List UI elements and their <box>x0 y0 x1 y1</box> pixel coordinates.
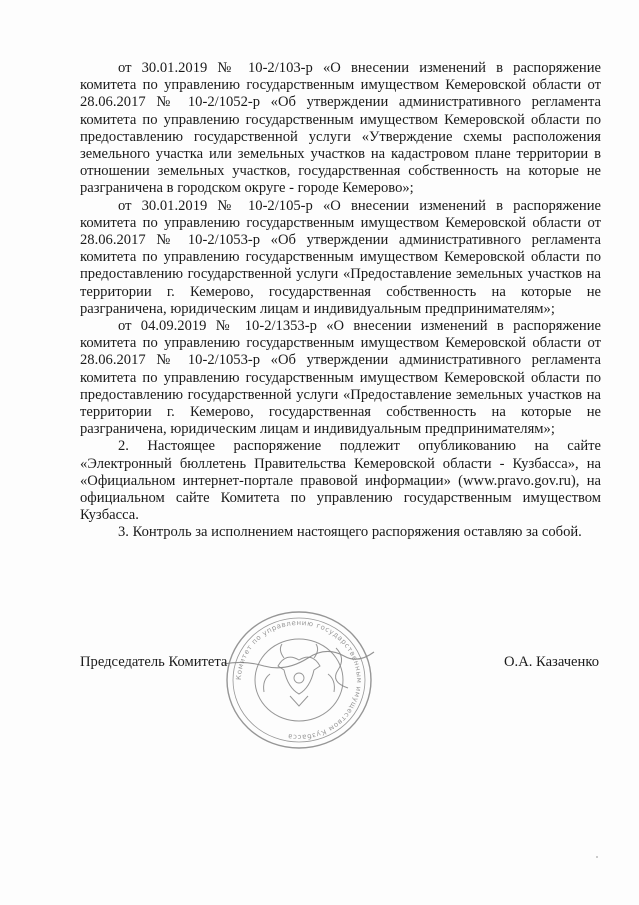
clause-3-control: 3. Контроль за исполнением настоящего распоряжения оставляю за собой. <box>118 524 582 541</box>
scan-speck <box>596 856 598 858</box>
list-item-order-1353: от 04.09.2019 № 10-2/1353-р «О внесении изменений в распоряжение комитета по управлению государственным имуществом Кемеровской области от 28.06.2017 № 10-2/1053-р «Об утверждении административного регламента комитета по управлению государственным имуществом Кемеровской области по предоставлению государственной услуги «Предоставление земельных участков на территории г. Кемерово, государственная собственность на которые не разграничена, юридическим лицам и индивидуальным предпринимателям»; <box>80 318 601 438</box>
list-item-order-103: от 30.01.2019 № 10-2/103-р «О внесении изменений в распоряжение комитета по управлению государственным имуществом Кемеровской области от 28.06.2017 № 10-2/1052-р «Об утверждении административного регламента комитета по управлению государственным имуществом Кемеровской области по предоставлению государственной услуги «Утверждение схемы расположения земельного участка или земельных участков на кадастровом плане территории в отношении земельных участков, государственная собственность на которые не разграничена в городском округе - городе Кемерово»; <box>80 60 601 197</box>
seal-ring-text: Комитет по управлению государственным имуществом Кузбасса <box>234 618 364 742</box>
official-seal <box>218 604 380 754</box>
document-body <box>80 60 601 542</box>
signatory-name: О.А. Казаченко <box>504 654 599 670</box>
clause-2-publication: 2. Настоящее распоряжение подлежит опубликованию на сайте «Электронный бюллетень Правительства Кемеровской области - Кузбасса», на «Официальном интернет-портале правовой информации» (www.pravo.gov.ru), на официальном сайте Комитета по управлению государственным имуществом Кузбасса. <box>80 438 601 524</box>
signatory-title: Председатель Комитета <box>80 654 228 670</box>
svg-text:Комитет по управлению государс <box>235 619 363 741</box>
list-item-order-105: от 30.01.2019 № 10-2/105-р «О внесении изменений в распоряжение комитета по управлению государственным имуществом Кемеровской области от 28.06.2017 № 10-2/1053-р «Об утверждении административного регламента комитета по управлению государственным имуществом Кемеровской области по предоставлению государственной услуги «Предоставление земельных участков на территории г. Кемерово, государственная собственность на которые не разграничена, юридическим лицам и индивидуальным предпринимателям»; <box>80 197 601 317</box>
